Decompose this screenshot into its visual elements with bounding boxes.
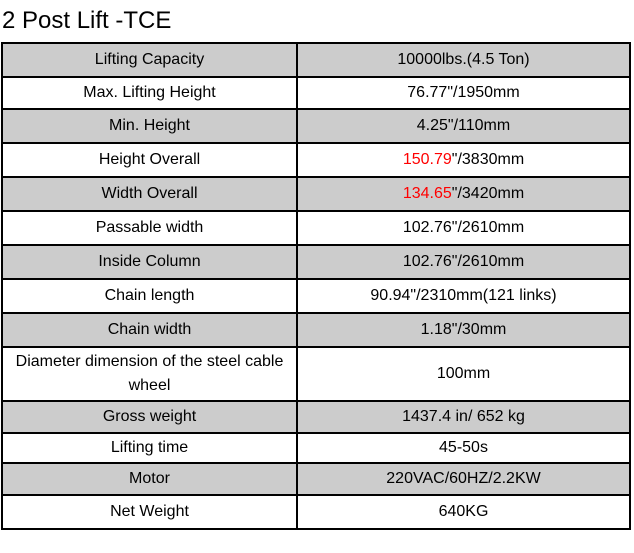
table-row [2, 245, 630, 279]
highlighted-value: 150.79 [402, 151, 452, 168]
spec-value: 220VAC/60HZ/2.2KW [297, 463, 630, 495]
spec-value: 10000lbs.(4.5 Ton) [297, 43, 630, 77]
spec-value: 4.25"/110mm [297, 109, 630, 143]
table-row [2, 143, 630, 177]
spec-label: Motor [2, 463, 297, 495]
spec-label: Min. Height [2, 109, 297, 143]
spec-value: 102.76"/2610mm [297, 211, 630, 245]
table-row [2, 401, 630, 433]
value-unit: "/3830mm [451, 151, 525, 168]
spec-label: Width Overall [2, 177, 297, 211]
spec-table [1, 42, 631, 530]
spec-label: Max. Lifting Height [2, 77, 297, 109]
spec-label: Gross weight [2, 401, 297, 433]
table-row [2, 77, 630, 109]
table-row [2, 211, 630, 245]
highlighted-value: 134.65 [402, 185, 452, 202]
table-row [2, 43, 630, 77]
page-title: 2 Post Lift -TCE [2, 7, 172, 34]
spec-value: 1.18"/30mm [297, 313, 630, 347]
spec-label: Chain length [2, 279, 297, 313]
spec-label: Inside Column [2, 245, 297, 279]
spec-value: 90.94"/2310mm(121 links) [297, 279, 630, 313]
spec-value: 640KG [297, 495, 630, 529]
spec-label: Lifting Capacity [2, 43, 297, 77]
spec-label: Lifting time [2, 433, 297, 463]
spec-value: 100mm [297, 347, 630, 401]
table-row [2, 313, 630, 347]
spec-value [297, 143, 630, 177]
value-unit: "/3420mm [451, 185, 525, 202]
spec-value: 45-50s [297, 433, 630, 463]
table-row [2, 433, 630, 463]
spec-label: Net Weight [2, 495, 297, 529]
spec-value: 1437.4 in/ 652 kg [297, 401, 630, 433]
table-row [2, 177, 630, 211]
spec-label: Chain width [2, 313, 297, 347]
table-row [2, 495, 630, 529]
table-row [2, 279, 630, 313]
spec-value: 76.77"/1950mm [297, 77, 630, 109]
spec-label: Passable width [2, 211, 297, 245]
table-row [2, 347, 630, 401]
spec-value: 102.76"/2610mm [297, 245, 630, 279]
spec-value [297, 177, 630, 211]
table-row [2, 463, 630, 495]
spec-label: Height Overall [2, 143, 297, 177]
table-row [2, 109, 630, 143]
spec-label: Diameter dimension of the steel cable wheel [2, 347, 297, 401]
